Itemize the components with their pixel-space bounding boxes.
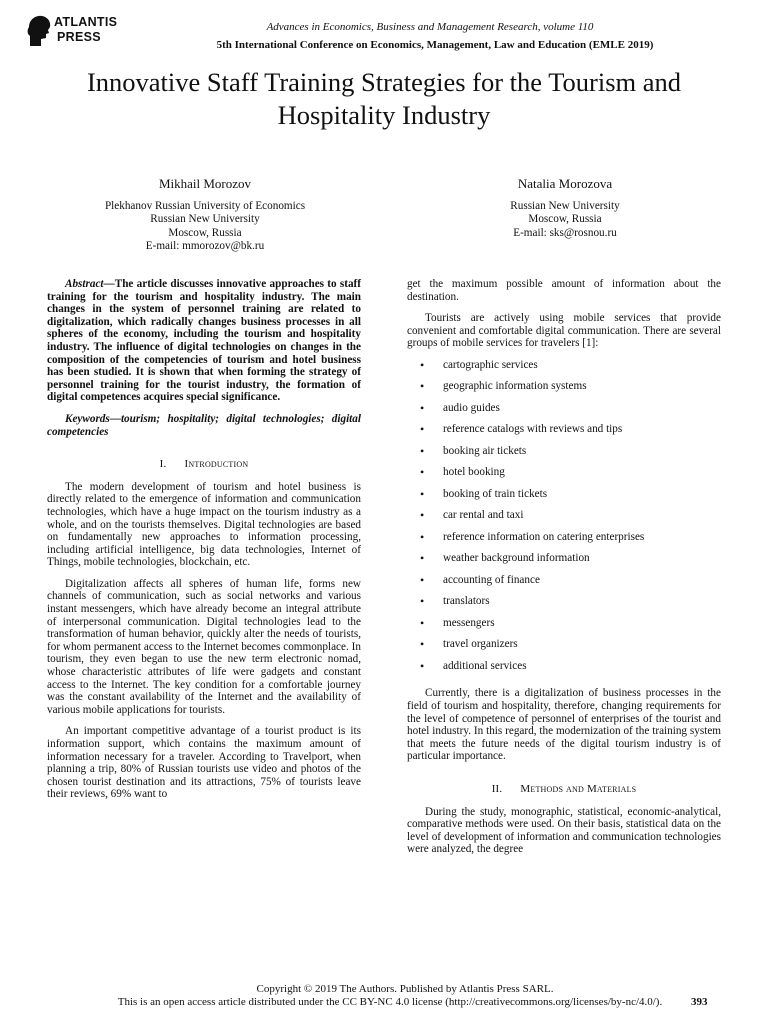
list-item: • car rental and taxi bbox=[407, 509, 721, 531]
keywords-label: Keywords bbox=[65, 412, 110, 425]
list-item: • translators bbox=[407, 595, 721, 617]
body-paragraph: Tourists are actively using mobile services that provide convenient and comfortable digital communication. There are several groups of mobile services for travelers [1]: bbox=[407, 312, 721, 350]
keywords bbox=[47, 413, 361, 438]
list-item: • audio guides bbox=[407, 402, 721, 424]
list-item: • accounting of finance bbox=[407, 574, 721, 596]
series-header: Advances in Economics, Business and Management Research, volume 110 bbox=[266, 21, 594, 33]
logo-text bbox=[54, 15, 117, 45]
logo-line-1: ATLANTIS bbox=[54, 15, 118, 29]
author-name: Natalia Morozova bbox=[517, 176, 613, 191]
section-title: Methods and Materials bbox=[520, 783, 637, 796]
list-item: • weather background information bbox=[407, 552, 721, 574]
abstract-text: —The article discusses innovative approaches to staff training for the tourism and hospitality industry. The main changes in the system of personnel training are related to digitalization, which radically changes business processes in all spheres of the economy, including the tourism and hospitality industry. The influence of digital technologies on changes in the composition of the competencies of tourism and hotel business has been studied. It is shown that when forming the strategy of personnel training for the tourist industry, the formation of digital competences acquires special significance. bbox=[47, 278, 361, 404]
body-paragraph: The modern development of tourism and hotel business is directly related to the emergence of information and communication technologies, which have a huge impact on the tourism industry as a whole, and on the tourists themselves. Digital technologies are based on fundamentally new approaches to information processing, including artificial intelligence, big data technologies, Internet of Things, mobile technologies, blockchain, etc. bbox=[47, 480, 361, 569]
author-email: E-mail: sks@rosnou.ru bbox=[513, 226, 617, 239]
body-paragraph-continuation: get the maximum possible amount of information about the destination. bbox=[407, 278, 721, 303]
author-location: Moscow, Russia bbox=[168, 226, 242, 239]
section-number: I. bbox=[159, 458, 167, 471]
section-heading-methods bbox=[407, 783, 721, 796]
paper-title: Innovative Staff Training Strategies for the Tourism and Hospitality Industry bbox=[86, 67, 682, 130]
list-item: • messengers bbox=[407, 617, 721, 639]
keywords-text: —tourism; hospitality; digital technologies; digital competencies bbox=[47, 412, 361, 438]
author-affiliation: Russian New University bbox=[150, 213, 260, 226]
list-item: • reference catalogs with reviews and tips bbox=[407, 423, 721, 445]
section-title: Introduction bbox=[184, 458, 249, 471]
author-email: E-mail: mmorozov@bk.ru bbox=[145, 240, 265, 253]
abstract bbox=[47, 278, 361, 404]
author-affiliation: Russian New University bbox=[510, 199, 620, 212]
list-item: • geographic information systems bbox=[407, 380, 721, 402]
mobile-services-list bbox=[407, 359, 721, 682]
page-number: 393 bbox=[691, 996, 708, 1008]
list-item: • additional services bbox=[407, 660, 721, 682]
author-location: Moscow, Russia bbox=[528, 213, 602, 226]
section-heading-introduction bbox=[47, 458, 361, 471]
abstract-label: Abstract bbox=[65, 278, 104, 290]
list-item: • booking of train tickets bbox=[407, 488, 721, 510]
author-affiliation: Plekhanov Russian University of Economics bbox=[104, 199, 306, 212]
left-column bbox=[47, 278, 361, 810]
author-name: Mikhail Morozov bbox=[158, 176, 252, 191]
list-item: • hotel booking bbox=[407, 466, 721, 488]
section-number: II. bbox=[491, 783, 503, 796]
atlantis-press-logo bbox=[26, 14, 126, 48]
list-item: • travel organizers bbox=[407, 638, 721, 660]
body-paragraph: An important competitive advantage of a tourist product is its information support, which contains the maximum amount of information necessary for a traveler. According to Travelport, when planning a trip, 80% of Russian tourists use video and photos of the chosen tourist destination and its attractions, 75% of tourists leave their reviews, 69% want to bbox=[47, 725, 361, 801]
body-paragraph: Currently, there is a digitalization of business processes in the field of tourism and hospitality, therefore, changing requirements for the level of competence of personnel of enterprises of the tourist and hotel industry. In this regard, the modernization of the training system that meets the future needs of the digital tourism industry is of particular importance. bbox=[407, 687, 721, 763]
atlantis-head-icon bbox=[26, 14, 52, 48]
author-block-1 bbox=[60, 177, 350, 254]
logo-line-2: PRESS bbox=[57, 30, 101, 44]
body-paragraph: During the study, monographic, statistical, economic-analytical, comparative methods were used. On their basis, statistical data on the level of development of information and communication technologies were analyzed, the degree bbox=[407, 805, 721, 856]
conference-header: 5th International Conference on Economics, Management, Law and Education (EMLE 2019) bbox=[216, 39, 654, 51]
list-item: • booking air tickets bbox=[407, 445, 721, 467]
list-item: • reference information on catering enterprises bbox=[407, 531, 721, 553]
author-block-2 bbox=[440, 177, 690, 240]
body-paragraph: Digitalization affects all spheres of human life, forms new channels of communication, such as social networks and various instant messengers, which have already become an integral attribute of interpersonal communication. Digital technologies lead to the transformation of human behavior, quickly alter the needs of tourists, for whom permanent access to the Internet becomes commonplace. In tourism, they even began to use the new term electronic nomad, whose characteristic attributes of life were gadgets and constant access to the Internet. The key condition for a comfortable journey was the constant availability of the Internet and the availability of various mobile applications for tourists. bbox=[47, 577, 361, 716]
license-notice: This is an open access article distributed under the CC BY-NC 4.0 license (http://creativecommons.org/licenses/by-nc/4.0/). bbox=[117, 996, 663, 1008]
right-column bbox=[407, 278, 721, 865]
copyright-notice: Copyright © 2019 The Authors. Published by Atlantis Press SARL. bbox=[256, 983, 554, 995]
list-item: • cartographic services bbox=[407, 359, 721, 381]
